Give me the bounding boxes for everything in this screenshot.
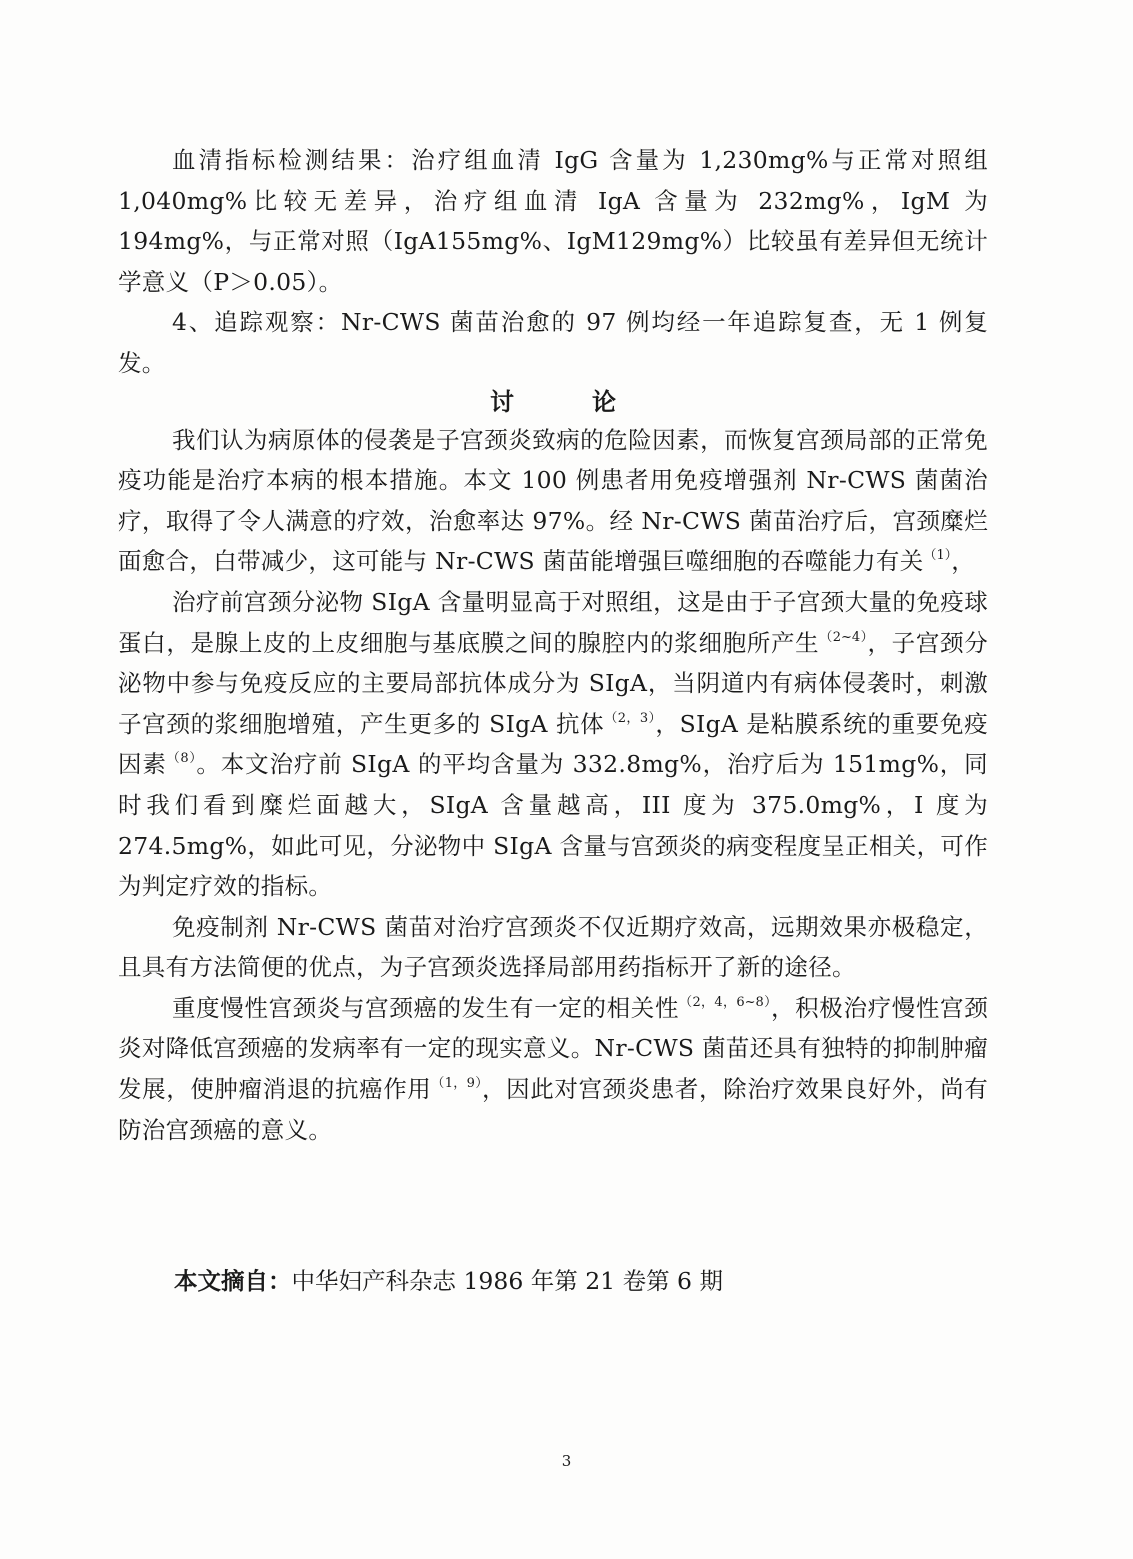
page-number: 3 (561, 1452, 572, 1470)
paragraph-text: ，SIgA 是粘膜系统的重要免疫因素 (118, 709, 988, 779)
paragraph-text: ， (951, 547, 976, 576)
paragraph-text: ，因此对宫颈炎患者，除治疗效果良好外，尚有防治宫颈癌的意义。 (118, 1075, 988, 1144)
paragraph-text: 治疗前宫颈分泌物 SIgA 含量明显高于对照组，这是由于子宫颈大量的免疫球蛋白，是腺上皮的上皮细胞与基底膜之间的腺腔内的浆细胞所产生 (118, 587, 988, 657)
discussion-paragraph-3: 免疫制剂 Nr-CWS 菌苗对治疗宫颈炎不仅近期疗效高，远期效果亦极稳定，且具有方法简便的优点，为子宫颈炎选择局部用药指标开了新的途径。 (118, 912, 988, 982)
citation-ref: （1，9） (431, 1076, 483, 1092)
citation-ref: （2，3） (604, 710, 656, 726)
followup-paragraph: 4、追踪观察：Nr-CWS 菌苗治愈的 97 例均经一年追踪复查，无 1 例复发。 (118, 308, 988, 377)
paragraph-text: ，积极治疗慢性宫颈炎对降低宫颈癌的发病率有一定的现实意义。Nr-CWS 菌苗还具有独特的抑制肿瘤发展，使肿瘤消退的抗癌作用 (118, 993, 988, 1104)
paragraph-text: ，子宫颈分泌物中参与免疫反应的主要局部抗体成分为 SIgA，当阴道内有病体侵袭时，刺激子宫颈的浆细胞增殖，产生更多的 SIgA 抗体 (118, 628, 989, 738)
discussion-paragraph-4 (118, 988, 988, 1150)
discussion-paragraph-1 (118, 420, 988, 582)
source-citation (174, 1264, 723, 1298)
citation-ref: （8） (166, 751, 197, 767)
source-label: 本文摘自： (174, 1267, 292, 1295)
source-text: 中华妇产科杂志 1986 年第 21 卷第 6 期 (291, 1267, 723, 1295)
citation-ref: （2，4，6~8） (679, 994, 772, 1010)
paragraph-text: 我们认为病原体的侵袭是子宫颈炎致病的危险因素，而恢复宫颈局部的正常免疫功能是治疗本病的根本措施。本文 100 例患者用免疫增强剂 Nr-CWS 菌菌治疗，取得了令人满意的疗效，治愈率达 97%。经 Nr-CWS 菌苗治疗后，宫颈糜烂面愈合，白带减少，这可能与 Nr-CWS 菌苗能增强巨噬细胞的吞噬能力有关 (118, 425, 988, 576)
discussion-paragraph-2 (118, 582, 988, 907)
paragraph-text: 重度慢性宫颈炎与宫颈癌的发生有一定的相关性 (172, 993, 680, 1022)
paragraph-text: 。本文治疗前 SIgA 的平均含量为 332.8mg%，治疗后为 151mg%，同时我们看到糜烂面越大，SIgA 含量越高，III 度为 375.0mg%，I 度为 274.5mg%，如此可见，分泌物中 SIgA 含量与宫颈炎的病变程度呈正相关，可作为判定疗效的指标。 (118, 750, 988, 901)
discussion-heading: 讨论 (490, 386, 694, 416)
citation-ref: （1） (923, 548, 952, 564)
document-body (118, 140, 988, 1150)
serum-results-paragraph: 血清指标检测结果：治疗组血清 IgG 含量为 1,230mg%与正常对照组1,040mg%比较无差异，治疗组血清 IgA 含量为 232mg%，IgM 为 194mg%，与正常对照（IgA155mg%、IgM129mg%）比较虽有差异但无统计学意义（P＞0.05）。 (118, 146, 988, 296)
citation-ref: （2~4） (819, 629, 868, 645)
